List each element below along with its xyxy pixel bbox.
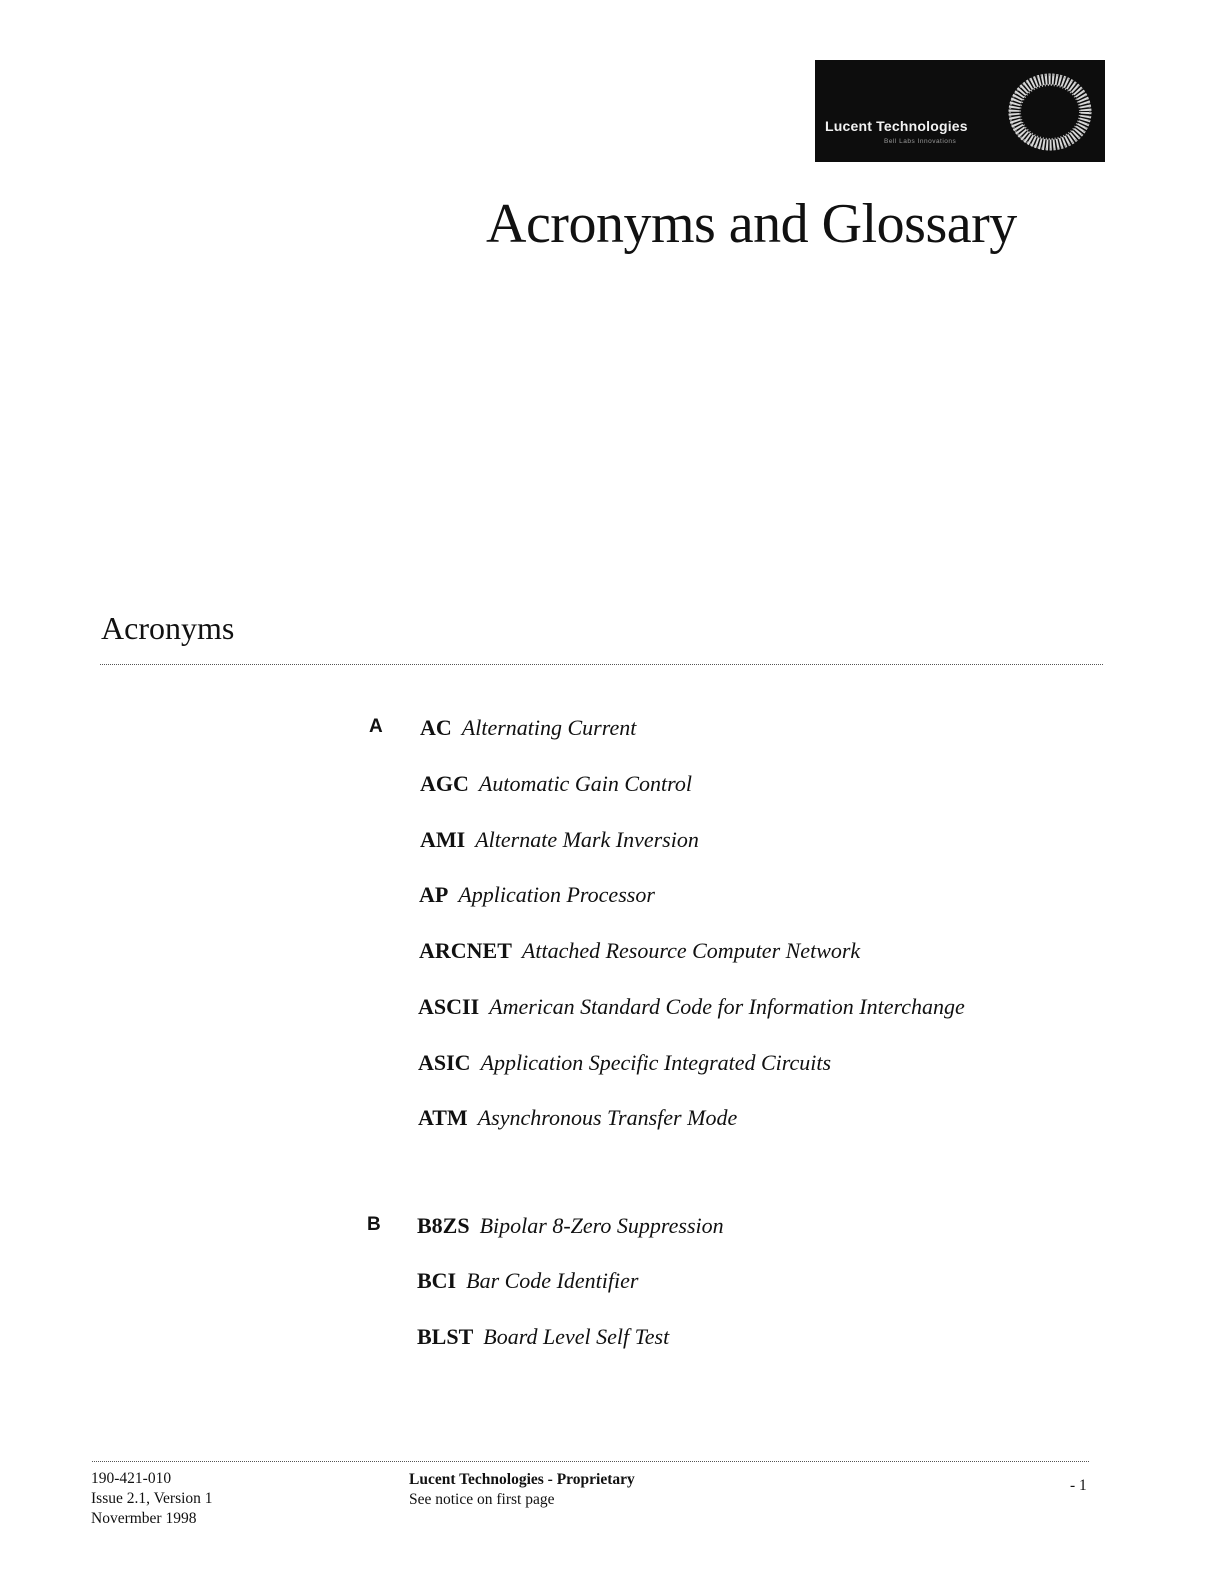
- group-letter-a: A: [369, 716, 383, 737]
- acronym-term: ASIC: [418, 1050, 471, 1075]
- acronym-entry: [419, 882, 655, 908]
- acronym-definition: Application Processor: [458, 882, 655, 907]
- footer-issue: Issue 2.1, Version 1: [91, 1490, 213, 1507]
- footer-doc-number: 190-421-010: [91, 1470, 172, 1487]
- footer-divider: [92, 1461, 1089, 1462]
- acronym-entry: [417, 1213, 724, 1239]
- company-logo: [815, 60, 1105, 162]
- acronym-entry: [420, 715, 636, 741]
- acronym-term: AP: [419, 882, 449, 907]
- footer-document-info: [91, 1469, 213, 1529]
- acronym-definition: Attached Resource Computer Network: [521, 938, 861, 963]
- footer-proprietary-notice: [409, 1470, 635, 1510]
- acronym-definition: Asynchronous Transfer Mode: [477, 1105, 738, 1130]
- acronym-entry: [420, 771, 692, 797]
- acronym-entry: [420, 827, 699, 853]
- section-heading-acronyms: Acronyms: [101, 610, 235, 646]
- acronym-term: AC: [420, 715, 452, 740]
- acronym-entry: [419, 938, 860, 964]
- acronym-term: ASCII: [418, 994, 480, 1019]
- acronym-definition: American Standard Code for Information Interchange: [489, 994, 965, 1019]
- acronym-term: ATM: [418, 1105, 468, 1130]
- logo-tagline: Bell Labs Innovations: [884, 138, 957, 145]
- section-divider: [100, 664, 1103, 665]
- acronym-definition: Alternate Mark Inversion: [475, 827, 699, 852]
- acronym-entry: [418, 994, 965, 1020]
- acronym-definition: Application Specific Integrated Circuits: [480, 1050, 832, 1075]
- acronym-entry: [418, 1105, 737, 1131]
- acronym-term: BLST: [417, 1324, 474, 1349]
- acronym-definition: Automatic Gain Control: [478, 771, 692, 796]
- acronym-definition: Alternating Current: [461, 715, 637, 740]
- acronym-definition: Bipolar 8-Zero Suppression: [479, 1213, 724, 1238]
- acronym-entry: [418, 1050, 831, 1076]
- acronym-term: B8ZS: [417, 1213, 470, 1238]
- document-title: Acronyms and Glossary: [486, 193, 1017, 255]
- acronym-definition: Board Level Self Test: [483, 1324, 670, 1349]
- innovation-ring-icon: [1003, 70, 1097, 154]
- acronym-term: BCI: [417, 1268, 457, 1293]
- footer-page-number: - 1: [1070, 1477, 1087, 1494]
- footer-company-notice: Lucent Technologies - Proprietary: [409, 1471, 635, 1488]
- group-letter-b: B: [367, 1214, 381, 1235]
- acronym-entry: [417, 1324, 669, 1350]
- acronym-term: ARCNET: [419, 938, 512, 963]
- acronym-definition: Bar Code Identifier: [466, 1268, 639, 1293]
- footer-notice-ref: See notice on first page: [409, 1491, 555, 1508]
- acronym-term: AMI: [420, 827, 466, 852]
- logo-company-name: Lucent Technologies: [825, 118, 968, 134]
- footer-date: Novermber 1998: [91, 1510, 197, 1527]
- acronym-entry: [417, 1268, 638, 1294]
- acronym-term: AGC: [420, 771, 469, 796]
